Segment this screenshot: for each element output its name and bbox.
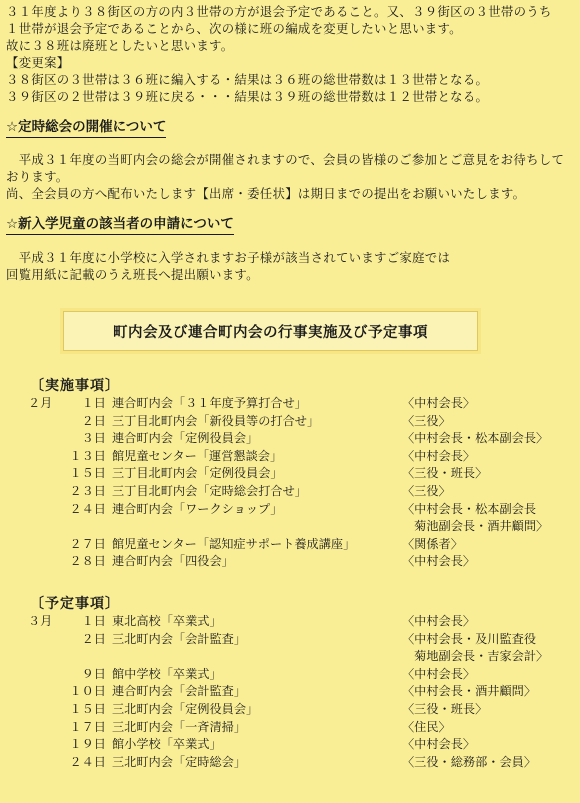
event-cell: 館小学校「卒業式」 (112, 737, 222, 752)
day-cell: １３日 (69, 448, 106, 463)
month-cell (28, 430, 62, 448)
schedule-row (28, 701, 562, 719)
attendee-cell: 〈中村会長〉 (402, 554, 476, 569)
schedule-row (28, 719, 562, 737)
attendee-cell: 〈三役・班長〉 (402, 466, 488, 481)
attendee-cell: 〈三役・班長〉 (402, 701, 488, 716)
intro-line: ３９街区の２世帯は３９班に戻る・・・結果は３９班の総世帯数は１２世帯となる。 (6, 89, 489, 104)
attendee-cell: 〈中村会長・酒井顧問〉 (402, 684, 537, 699)
event-cell: 三北町内会「一斉清掃」 (112, 719, 247, 734)
month-cell (28, 736, 62, 754)
event-cell: 三北町内会「会計監査」 (112, 631, 247, 646)
day-cell (62, 648, 112, 666)
attendee-cell: 〈中村会長・松本副会長〉 (402, 431, 549, 446)
done-table (28, 395, 562, 571)
schedule-row (28, 631, 562, 649)
day-cell: ２日 (81, 413, 106, 428)
intro-line: ３１年度より３８街区の方の内３世帯の方が退会予定であること。又、３９街区の３世帯のうち (6, 4, 552, 19)
attendee-cell: 〈中村会長・及川監査役 (402, 631, 537, 646)
day-cell: １０日 (69, 684, 106, 699)
attendee-cell: 〈中村会長〉 (402, 396, 476, 410)
attendee-cell: 〈住民〉 (402, 719, 451, 734)
event-cell: 三北町内会「定例役員会」 (112, 701, 259, 716)
month-cell (28, 553, 62, 571)
month-cell (28, 701, 62, 719)
attendee-cell: 〈中村会長〉 (402, 666, 476, 681)
month-cell (28, 413, 62, 431)
change-proposal-label: 【変更案】 (6, 55, 70, 70)
general-meeting-line: おります。 (6, 169, 69, 184)
schedule-row (28, 413, 562, 431)
month-cell: ２月 (28, 396, 53, 410)
attendee-cell: 〈中村会長〉 (402, 448, 476, 463)
new-students-title: ☆新入学児童の該当者の申請について (6, 215, 234, 235)
schedule-row (28, 448, 562, 466)
event-cell: 連合町内会「３１年度予算打合せ」 (112, 396, 307, 410)
day-cell: ２日 (81, 631, 106, 646)
event-cell: 館中学校「卒業式」 (112, 666, 222, 681)
month-cell (28, 754, 62, 772)
event-cell (112, 648, 402, 666)
intro-line: 故に３８班は廃班としたいと思います。 (6, 38, 234, 53)
event-cell: 三北町内会「定時総会」 (112, 754, 247, 769)
month-cell: ３月 (28, 614, 53, 628)
schedule-banner: 町内会及び連合町内会の行事実施及び予定事項 (63, 311, 478, 351)
attendee-cell: 〈三役〉 (402, 483, 451, 498)
day-cell: ３日 (81, 431, 106, 446)
day-cell (62, 518, 112, 536)
general-meeting-line: 尚、全会員の方へ配布いたします【出席・委任状】は期日までの提出をお願いいたします。 (6, 186, 526, 201)
month-cell (28, 536, 62, 554)
schedule-row (28, 736, 562, 754)
month-cell (28, 666, 62, 684)
planned-table (28, 613, 562, 771)
day-cell: ２４日 (69, 754, 106, 769)
general-meeting-line: 平成３１年度の当町内会の総会が開催されますので、会員の皆様のご参加とご意見をお待ちして (6, 152, 565, 167)
month-cell (28, 719, 62, 737)
month-cell (28, 465, 62, 483)
attendee-cell: 〈中村会長〉 (402, 614, 476, 628)
event-cell: 三丁目北町内会「新役員等の打合せ」 (112, 413, 320, 428)
event-cell: 連合町内会「ワークショップ」 (112, 501, 283, 516)
schedule-row (28, 613, 562, 631)
day-cell: １日 (81, 614, 106, 628)
schedule-row (28, 648, 562, 666)
schedule-row (28, 430, 562, 448)
attendee-cell: 〈三役〉 (402, 413, 451, 428)
schedule-row (28, 536, 562, 554)
event-cell: 連合町内会「定例役員会」 (112, 431, 259, 446)
day-cell: １７日 (69, 719, 106, 734)
event-cell: 館児童センター「運営懇談会」 (112, 448, 283, 463)
event-cell: 三丁目北町内会「定時総会打合せ」 (112, 483, 307, 498)
month-cell (28, 448, 62, 466)
day-cell: ９日 (81, 666, 106, 681)
day-cell: ２８日 (69, 554, 106, 569)
schedule-row (28, 666, 562, 684)
day-cell: ２３日 (69, 483, 106, 498)
event-cell: 連合町内会「会計監査」 (112, 684, 247, 699)
attendee-cell: 菊地副会長・吉家会計〉 (402, 649, 549, 664)
month-cell (28, 518, 62, 536)
attendee-cell: 〈三役・総務部・会員〉 (402, 754, 537, 769)
day-cell: ２４日 (69, 501, 106, 516)
event-cell: 館児童センター「認知症サポート養成講座」 (112, 536, 356, 551)
schedule-row (28, 501, 562, 519)
day-cell: １５日 (69, 701, 106, 716)
attendee-cell: 〈関係者〉 (402, 536, 463, 551)
schedule-row (28, 553, 562, 571)
month-cell (28, 501, 62, 519)
new-students-line: 平成３１年度に小学校に入学されますお子様が該当されていますご家庭では (6, 250, 451, 265)
done-heading: 〔実施事項〕 (30, 378, 120, 394)
event-cell: 三丁目北町内会「定例役員会」 (112, 466, 283, 481)
attendee-cell: 〈中村会長・松本副会長 (402, 501, 537, 516)
schedule-row (28, 465, 562, 483)
month-cell (28, 483, 62, 501)
day-cell: １５日 (69, 466, 106, 481)
month-cell (28, 631, 62, 649)
day-cell: ２７日 (69, 536, 106, 551)
attendee-cell: 〈中村会長〉 (402, 737, 476, 752)
day-cell: １９日 (69, 737, 106, 752)
done-rows (28, 395, 562, 571)
month-cell (28, 648, 62, 666)
month-cell (28, 683, 62, 701)
event-cell: 東北高校「卒業式」 (112, 614, 222, 628)
schedule-row (28, 483, 562, 501)
attendee-cell: 菊池副会長・酒井顧問〉 (402, 519, 549, 534)
day-cell: １日 (81, 396, 106, 410)
schedule-row (28, 683, 562, 701)
event-cell: 連合町内会「四役会」 (112, 554, 234, 569)
schedule-row (28, 395, 562, 413)
schedule-row (28, 754, 562, 772)
intro-line: ３８街区の３世帯は３６班に編入する・結果は３６班の総世帯数は１３世帯となる。 (6, 72, 489, 87)
general-meeting-title: ☆定時総会の開催について (6, 118, 166, 138)
planned-rows (28, 613, 562, 771)
planned-heading: 〔予定事項〕 (30, 596, 120, 612)
intro-line: １世帯が退会予定であることから、次の様に班の編成を変更したいと思います。 (6, 21, 462, 36)
event-cell (112, 518, 402, 536)
new-students-line: 回覧用紙に記載のうえ班長へ提出願います。 (6, 267, 259, 282)
schedule-row (28, 518, 562, 536)
